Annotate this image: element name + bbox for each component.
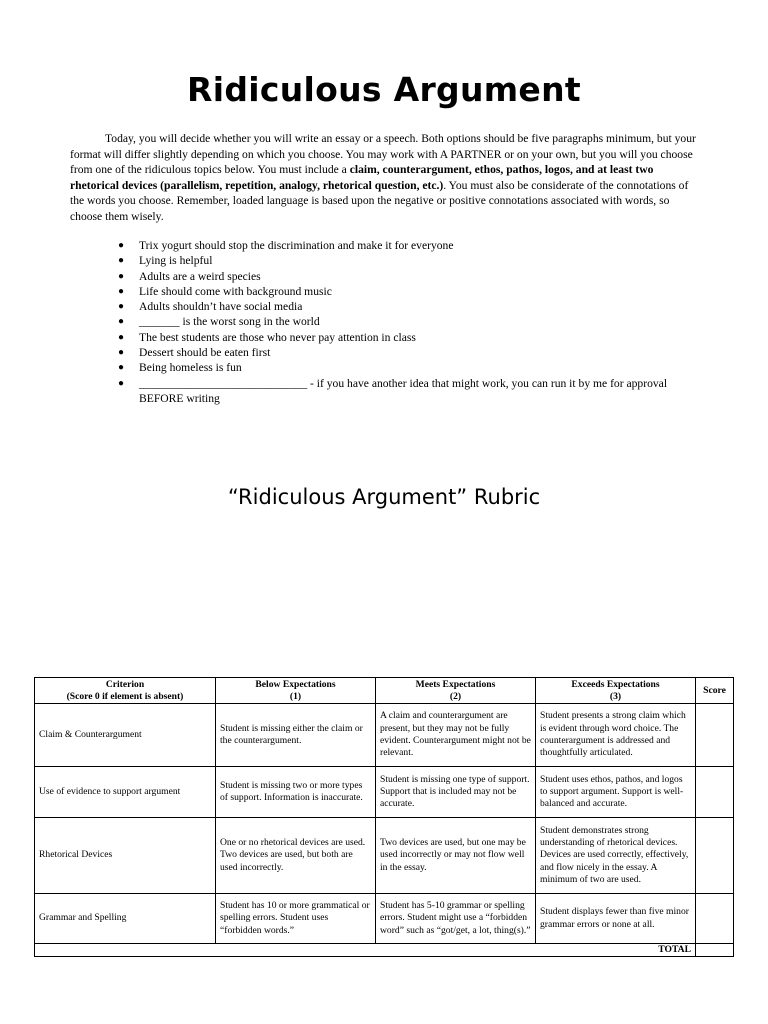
topic-item — [118, 330, 698, 345]
below-cell: Student is missing two or more types of support. Information is inaccurate. — [216, 767, 376, 818]
table-row — [35, 767, 734, 818]
score-cell[interactable] — [696, 818, 734, 894]
bullet-icon: ● — [118, 377, 125, 389]
topic-text: Dessert should be eaten first — [139, 346, 271, 360]
exceeds-cell: Student presents a strong claim which is evident through word choice. The counterargument is addressed and thoughtfully articulated. — [536, 704, 696, 767]
page-title: Ridiculous Argument — [187, 70, 581, 109]
meets-expectations-header: Meets Expectations (2) — [376, 678, 536, 704]
topic-text: _______ is the worst song in the world — [139, 315, 320, 329]
topic-item — [118, 345, 698, 360]
below-expectations-header: Below Expectations (1) — [216, 678, 376, 704]
table-row — [35, 894, 734, 944]
instructions-requirements: claim, counterargument, ethos, pathos, logos, and at least two rhetorical devices (parallelism, repetition, analogy, rhetorical question, etc.) — [70, 163, 654, 192]
topic-item — [118, 253, 698, 268]
topic-text: Trix yogurt should stop the discrimination and make it for everyone — [139, 239, 454, 252]
topic-text: Adults shouldn’t have social media — [139, 300, 303, 314]
instructions-paragraph — [70, 131, 696, 224]
topic-text: Adults are a weird species — [139, 269, 261, 283]
criterion-cell: Claim & Counterargument — [35, 704, 216, 767]
bullet-icon: ● — [118, 331, 125, 343]
bullet-icon: ● — [118, 240, 125, 251]
topic-list — [118, 238, 698, 406]
score-cell[interactable] — [696, 704, 734, 767]
rubric-header-row — [35, 678, 734, 704]
score-cell[interactable] — [696, 767, 734, 818]
exceeds-cell: Student displays fewer than five minor grammar errors or none at all. — [536, 894, 696, 944]
score-header: Score — [696, 678, 734, 704]
total-row — [35, 944, 734, 957]
exceeds-cell: Student uses ethos, pathos, and logos to support argument. Support is well-balanced and accurate. — [536, 767, 696, 818]
table-row — [35, 704, 734, 767]
topic-text: Lying is helpful — [139, 254, 213, 268]
meets-cell: A claim and counterargument are present, but they may not be fully evident. Counterargument might not be relevant. — [376, 704, 536, 767]
instructions-text-2: . You must also be considerate of the connotations of the words you choose. Remember, loaded language is based upon the negative or positive connotations associated with words, so choose them wisely. — [70, 178, 689, 223]
topic-item — [118, 238, 698, 253]
below-cell: One or no rhetorical devices are used. Two devices are used, but both are used incorrectly. — [216, 818, 376, 894]
bullet-icon: ● — [118, 255, 125, 267]
meets-cell: Student has 5-10 grammar or spelling errors. Student might use a “forbidden word” such as “got/get, a lot, thing(s).” — [376, 894, 536, 944]
rubric-title: “Ridiculous Argument” Rubric — [227, 485, 541, 509]
bullet-icon: ● — [118, 285, 125, 297]
bullet-icon: ● — [118, 270, 125, 282]
rubric-table — [34, 677, 734, 957]
bullet-icon: ● — [118, 301, 125, 313]
topic-text: Being homeless is fun — [139, 361, 242, 375]
below-cell: Student has 10 or more grammatical or spelling errors. Student uses “forbidden words.” — [216, 894, 376, 944]
topic-item — [118, 299, 698, 314]
criterion-cell: Grammar and Spelling — [35, 894, 216, 944]
topic-item — [118, 314, 698, 329]
topic-text: _____________________________ - if you have another idea that might work, you can run it by me for approval BEFORE writing — [139, 376, 668, 405]
criterion-cell: Use of evidence to support argument — [35, 767, 216, 818]
exceeds-expectations-header: Exceeds Expectations (3) — [536, 678, 696, 704]
topic-item — [118, 284, 698, 299]
total-score-cell[interactable] — [696, 944, 734, 957]
table-row — [35, 818, 734, 894]
bullet-icon: ● — [118, 316, 125, 328]
meets-cell: Two devices are used, but one may be used incorrectly or may not flow well in the essay. — [376, 818, 536, 894]
bullet-icon: ● — [118, 362, 125, 374]
instructions-text-1: Today, you will decide whether you will write an essay or a speech. Both options should be five paragraphs minimum, but your format will differ slightly depending on which you choose. You may work with A PARTNER or on your own, but you will you choose from one of the ridiculous topics below. You must include a — [70, 132, 696, 176]
meets-cell: Student is missing one type of support. Support that is included may not be accurate. — [376, 767, 536, 818]
topic-text: Life should come with background music — [139, 284, 332, 298]
score-cell[interactable] — [696, 894, 734, 944]
topic-item — [118, 269, 698, 284]
below-cell: Student is missing either the claim or the counterargument. — [216, 704, 376, 767]
total-label: TOTAL — [35, 944, 696, 957]
exceeds-cell: Student demonstrates strong understanding of rhetorical devices. Devices are used correctly, effectively, and flow nicely in the essay. A minimum of two are used. — [536, 818, 696, 894]
topic-item — [118, 376, 698, 407]
topic-text: The best students are those who never pay attention in class — [139, 330, 416, 344]
criterion-cell: Rhetorical Devices — [35, 818, 216, 894]
bullet-icon: ● — [118, 347, 125, 359]
criterion-header: Criterion (Score 0 if element is absent) — [35, 678, 216, 704]
topic-item — [118, 360, 698, 375]
